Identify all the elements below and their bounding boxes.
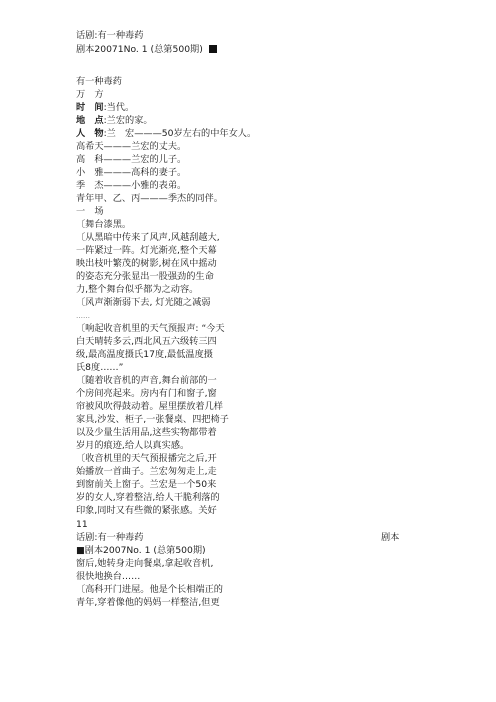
author: 万 方: [76, 89, 104, 100]
scene-line: ……: [76, 312, 90, 320]
scene-line: 帘被风吹得鼓动着。屋里摆放着几样: [76, 401, 223, 412]
continued-line: 窗后,她转身走向餐桌,拿起收音机,: [76, 558, 214, 569]
scene-line: 到窗前关上窗子。兰宏是一个50来: [76, 479, 217, 490]
scene-line: 〔风声渐渐弱下去, 灯光随之减弱: [76, 297, 211, 308]
scene-line: 始播放一首曲子。兰宏匆匆走上,走: [76, 466, 217, 477]
continued-line: 〔高科开门进屋。他是个长相端正的: [76, 584, 223, 595]
scene-line: 一阵紧过一阵。灯光渐亮,整个天幕: [76, 245, 217, 256]
page-number: 11: [76, 519, 88, 530]
people-label: 人 物: [76, 128, 104, 139]
running-header-right: 剧本: [381, 532, 400, 543]
scene-line: 家具,沙发、柜子,一张餐桌、四把椅子: [76, 414, 229, 425]
scene-line: 〔舞台漆黑。: [76, 219, 132, 230]
header-issue: [76, 44, 217, 56]
cast-line: 小 雅———高科的妻子。: [76, 167, 187, 178]
place-value: :兰宏的家。: [103, 115, 153, 126]
running-header-left: 话剧:有一种毒药: [76, 532, 144, 543]
cast-line: 季 杰———小雅的表弟。: [76, 180, 187, 191]
footer-issue: ■剧本2007No. 1 (总第500期): [76, 545, 206, 556]
scene-line: 〔随着收音机的声音,舞台前部的一: [76, 375, 217, 386]
time-label: 时 间: [76, 102, 104, 113]
scene-line: 个房间亮起来。房内有门和窗子,窗: [76, 388, 217, 399]
black-square-icon: [209, 45, 217, 53]
time-value: :当代。: [103, 102, 135, 113]
header-title: 话剧:有一种毒药: [76, 30, 144, 41]
scene-line: 映出枝叶繁茂的树影,树在风中摇动: [76, 258, 217, 269]
header-issue-text: 剧本20071No. 1 (总第500期): [76, 44, 203, 55]
scene-line: 氏8度……”: [76, 362, 124, 373]
continued-line: 青年,穿着像他的妈妈一样整洁,但更: [76, 597, 220, 608]
scene-line: 印象,同时又有些微的紧张感。关好: [76, 505, 217, 516]
cast-line: 青年甲、乙、丙———季杰的同伴。: [76, 193, 223, 204]
scene-line: 〔收音机里的天气预报播完之后,开: [76, 453, 217, 464]
place-label: 地 点: [76, 115, 104, 126]
cast-line: 高希天———兰宏的丈夫。: [76, 141, 187, 152]
time-row: [76, 102, 134, 114]
scene-line: 岁的女人,穿着整洁,给人干脆利落的: [76, 492, 220, 503]
scene-line: 级,最高温度摄氏17度,最低温度摄: [76, 349, 213, 360]
scene-line: 的姿态充分张显出一股强劲的生命: [76, 271, 214, 282]
continued-line: 很快地换台……: [76, 571, 141, 582]
people-row: [76, 128, 256, 140]
play-title: 有一种毒药: [76, 76, 122, 87]
scene-line: 岁月的痕迹,给人以真实感。: [76, 440, 190, 451]
scene-line: 白天晴转多云,西北风五六级转三四: [76, 336, 217, 347]
scene-line: 〔响起收音机里的天气预报声: “今天: [76, 323, 225, 334]
scene-line: 〔从黑暗中传来了风声,风越刮越大,: [76, 232, 220, 243]
people-value: :兰 宏———50岁左右的中年女人。: [103, 128, 257, 139]
scene-line: 力,整个舞台似乎都为之动容。: [76, 284, 199, 295]
scene-line: 以及少量生活用品,这些实物都带着: [76, 427, 217, 438]
scene-heading: 一 场: [76, 206, 104, 217]
cast-line: 高 科———兰宏的儿子。: [76, 154, 187, 165]
place-row: [76, 115, 153, 127]
